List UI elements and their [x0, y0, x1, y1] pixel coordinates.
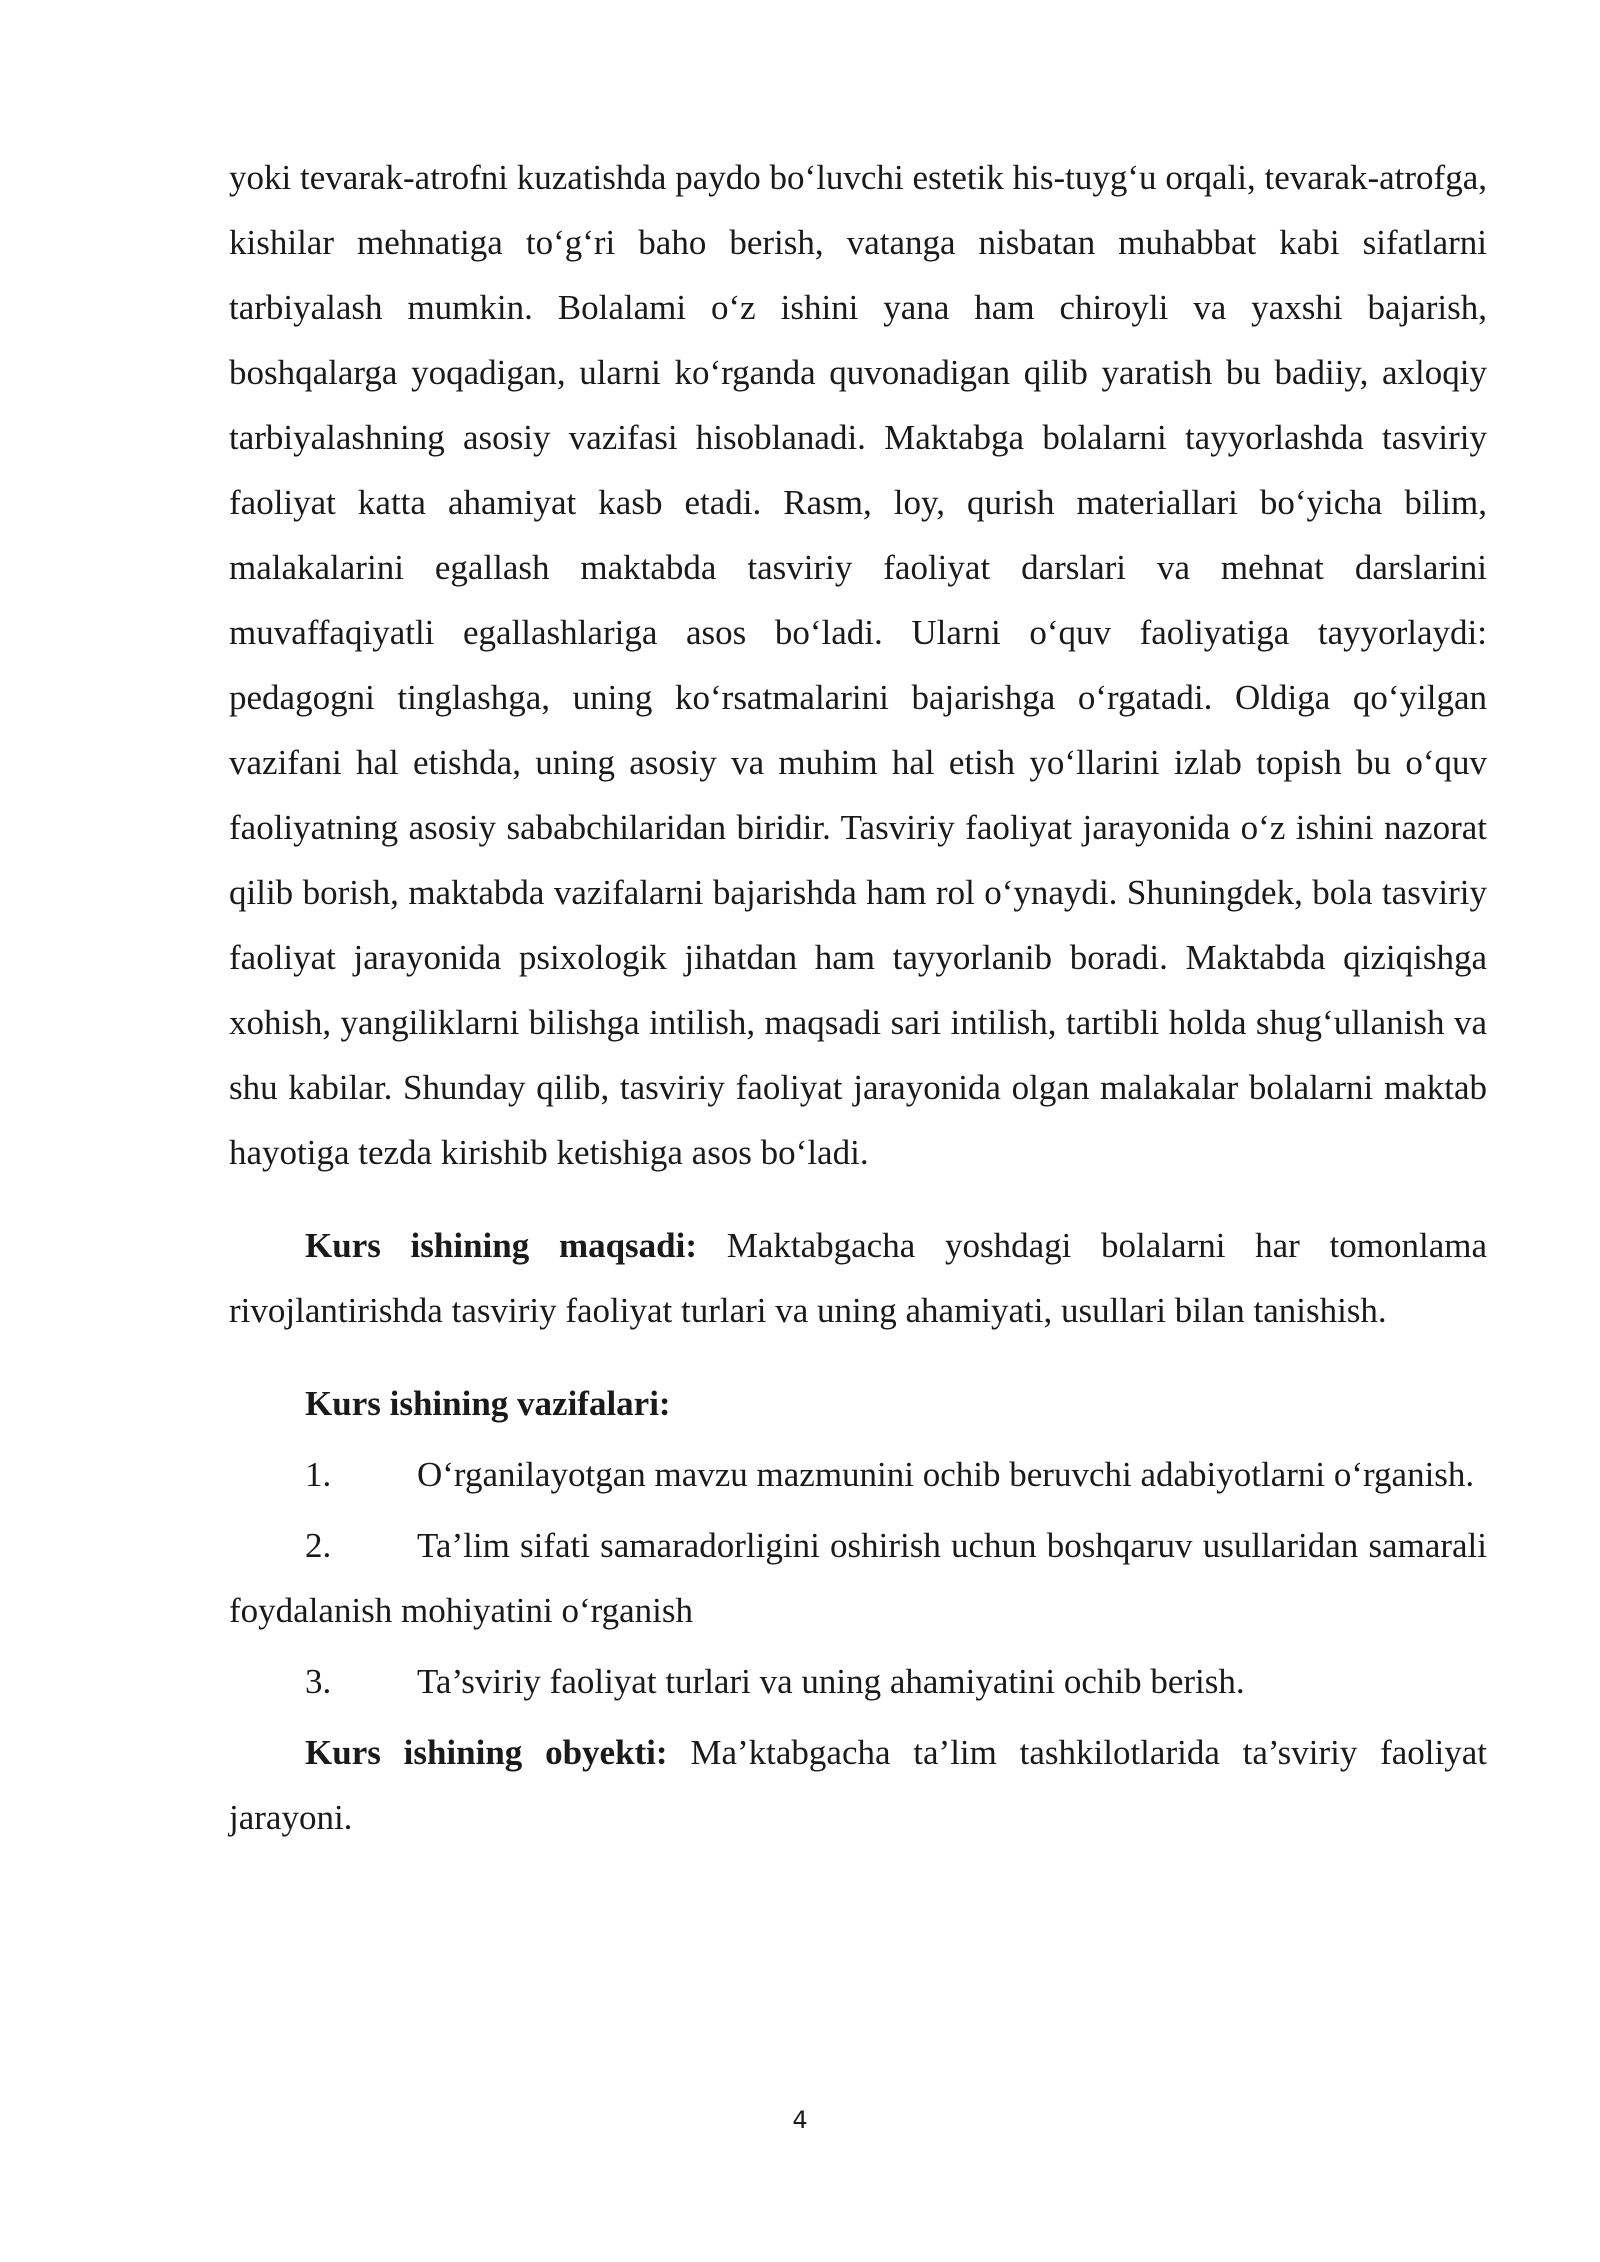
goal-paragraph: [229, 1213, 1487, 1343]
object-label: Kurs ishining obyekti:: [305, 1733, 668, 1772]
task-item-2: [229, 1513, 1540, 1643]
task-text: O‘rganilayotgan mavzu mazmunini ochib beruvchi adabiyotlarni o‘rganish.: [417, 1455, 1475, 1494]
task-item-1: [229, 1442, 1487, 1507]
task-number: 3.: [305, 1662, 332, 1701]
intro-paragraph: yoki tevarak-atrofni kuzatishda paydo bo‘luvchi estetik his-tuyg‘u orqali, tevarak-atrofga, kishilar mehnatiga to‘g‘ri baho berish, vatanga nisbatan muhabbat kabi sifatlarni tarbiyalash mumkin. Bolalami o‘z ishini yana ham chiroyli va yaxshi bajarish, boshqalarga yoqadigan, ularni ko‘rganda quvonadigan qilib yaratish bu badiiy, axloqiy tarbiyalashning asosiy vazifasi hisoblanadi. Maktabga bolalarni tayyorlashda tasviriy faoliyat katta ahamiyat kasb etadi. Rasm, loy, qurish materiallari bo‘yicha bilim, malakalarini egallash maktabda tasviriy faoliyat darslari va mehnat darslarini muvaffaqiyatli egallashlariga asos bo‘ladi. Ularni o‘quv faoliyatiga tayyorlaydi: pedagogni tinglashga, uning ko‘rsatmalarini bajarishga o‘rgatadi. Oldiga qo‘yilgan vazifani hal etishda, uning asosiy va muhim hal etish yo‘llarini izlab topish bu o‘quv faoliyatning asosiy sababchilaridan biridir. Tasviriy faoliyat jarayonida o‘z ishini nazorat qilib borish, maktabda vazifalarni bajarishda ham rol o‘ynaydi. Shuningdek, bola tasviriy faoliyat jarayonida psixologik jihatdan ham tayyorlanib boradi. Maktabda qiziqishga xohish, yangiliklarni bilishga intilish, maqsadi sari intilish, tartibli holda shug‘ullanish va shu kabilar. Shunday qilib, tasviriy faoliyat jarayonida olgan malakalar bolalarni maktab hayotiga tezda kirishib ketishiga asos bo‘ladi.: [229, 158, 1487, 1172]
task-text: Ta’lim sifati samaradorligini oshirish uchun boshqaruv usullaridan samarali foydalanish mohiyatini o‘rganish: [229, 1526, 1540, 1630]
task-number: 2.: [305, 1526, 332, 1565]
page-number: 4: [792, 2106, 808, 2134]
task-item-3: [229, 1649, 1487, 1714]
task-number: 1.: [305, 1455, 332, 1494]
object-text: Ma’ktabgacha ta’lim tashkilotlarida ta’sviriy faoliyat jarayoni.: [229, 1733, 1487, 1837]
goal-label: Kurs ishining maqsadi:: [305, 1226, 698, 1265]
task-text: Ta’sviriy faoliyat turlari va uning ahamiyatini ochib berish.: [417, 1662, 1245, 1701]
tasks-heading: Kurs ishining vazifalari:: [305, 1384, 671, 1423]
goal-text: Maktabgacha yoshdagi bolalarni har tomonlama rivojlantirishda tasviriy faoliyat turlari va uning ahamiyati, usullari bilan tanishish.: [229, 1226, 1487, 1330]
document-page: [229, 145, 1540, 1850]
object-paragraph: [229, 1720, 1487, 1850]
